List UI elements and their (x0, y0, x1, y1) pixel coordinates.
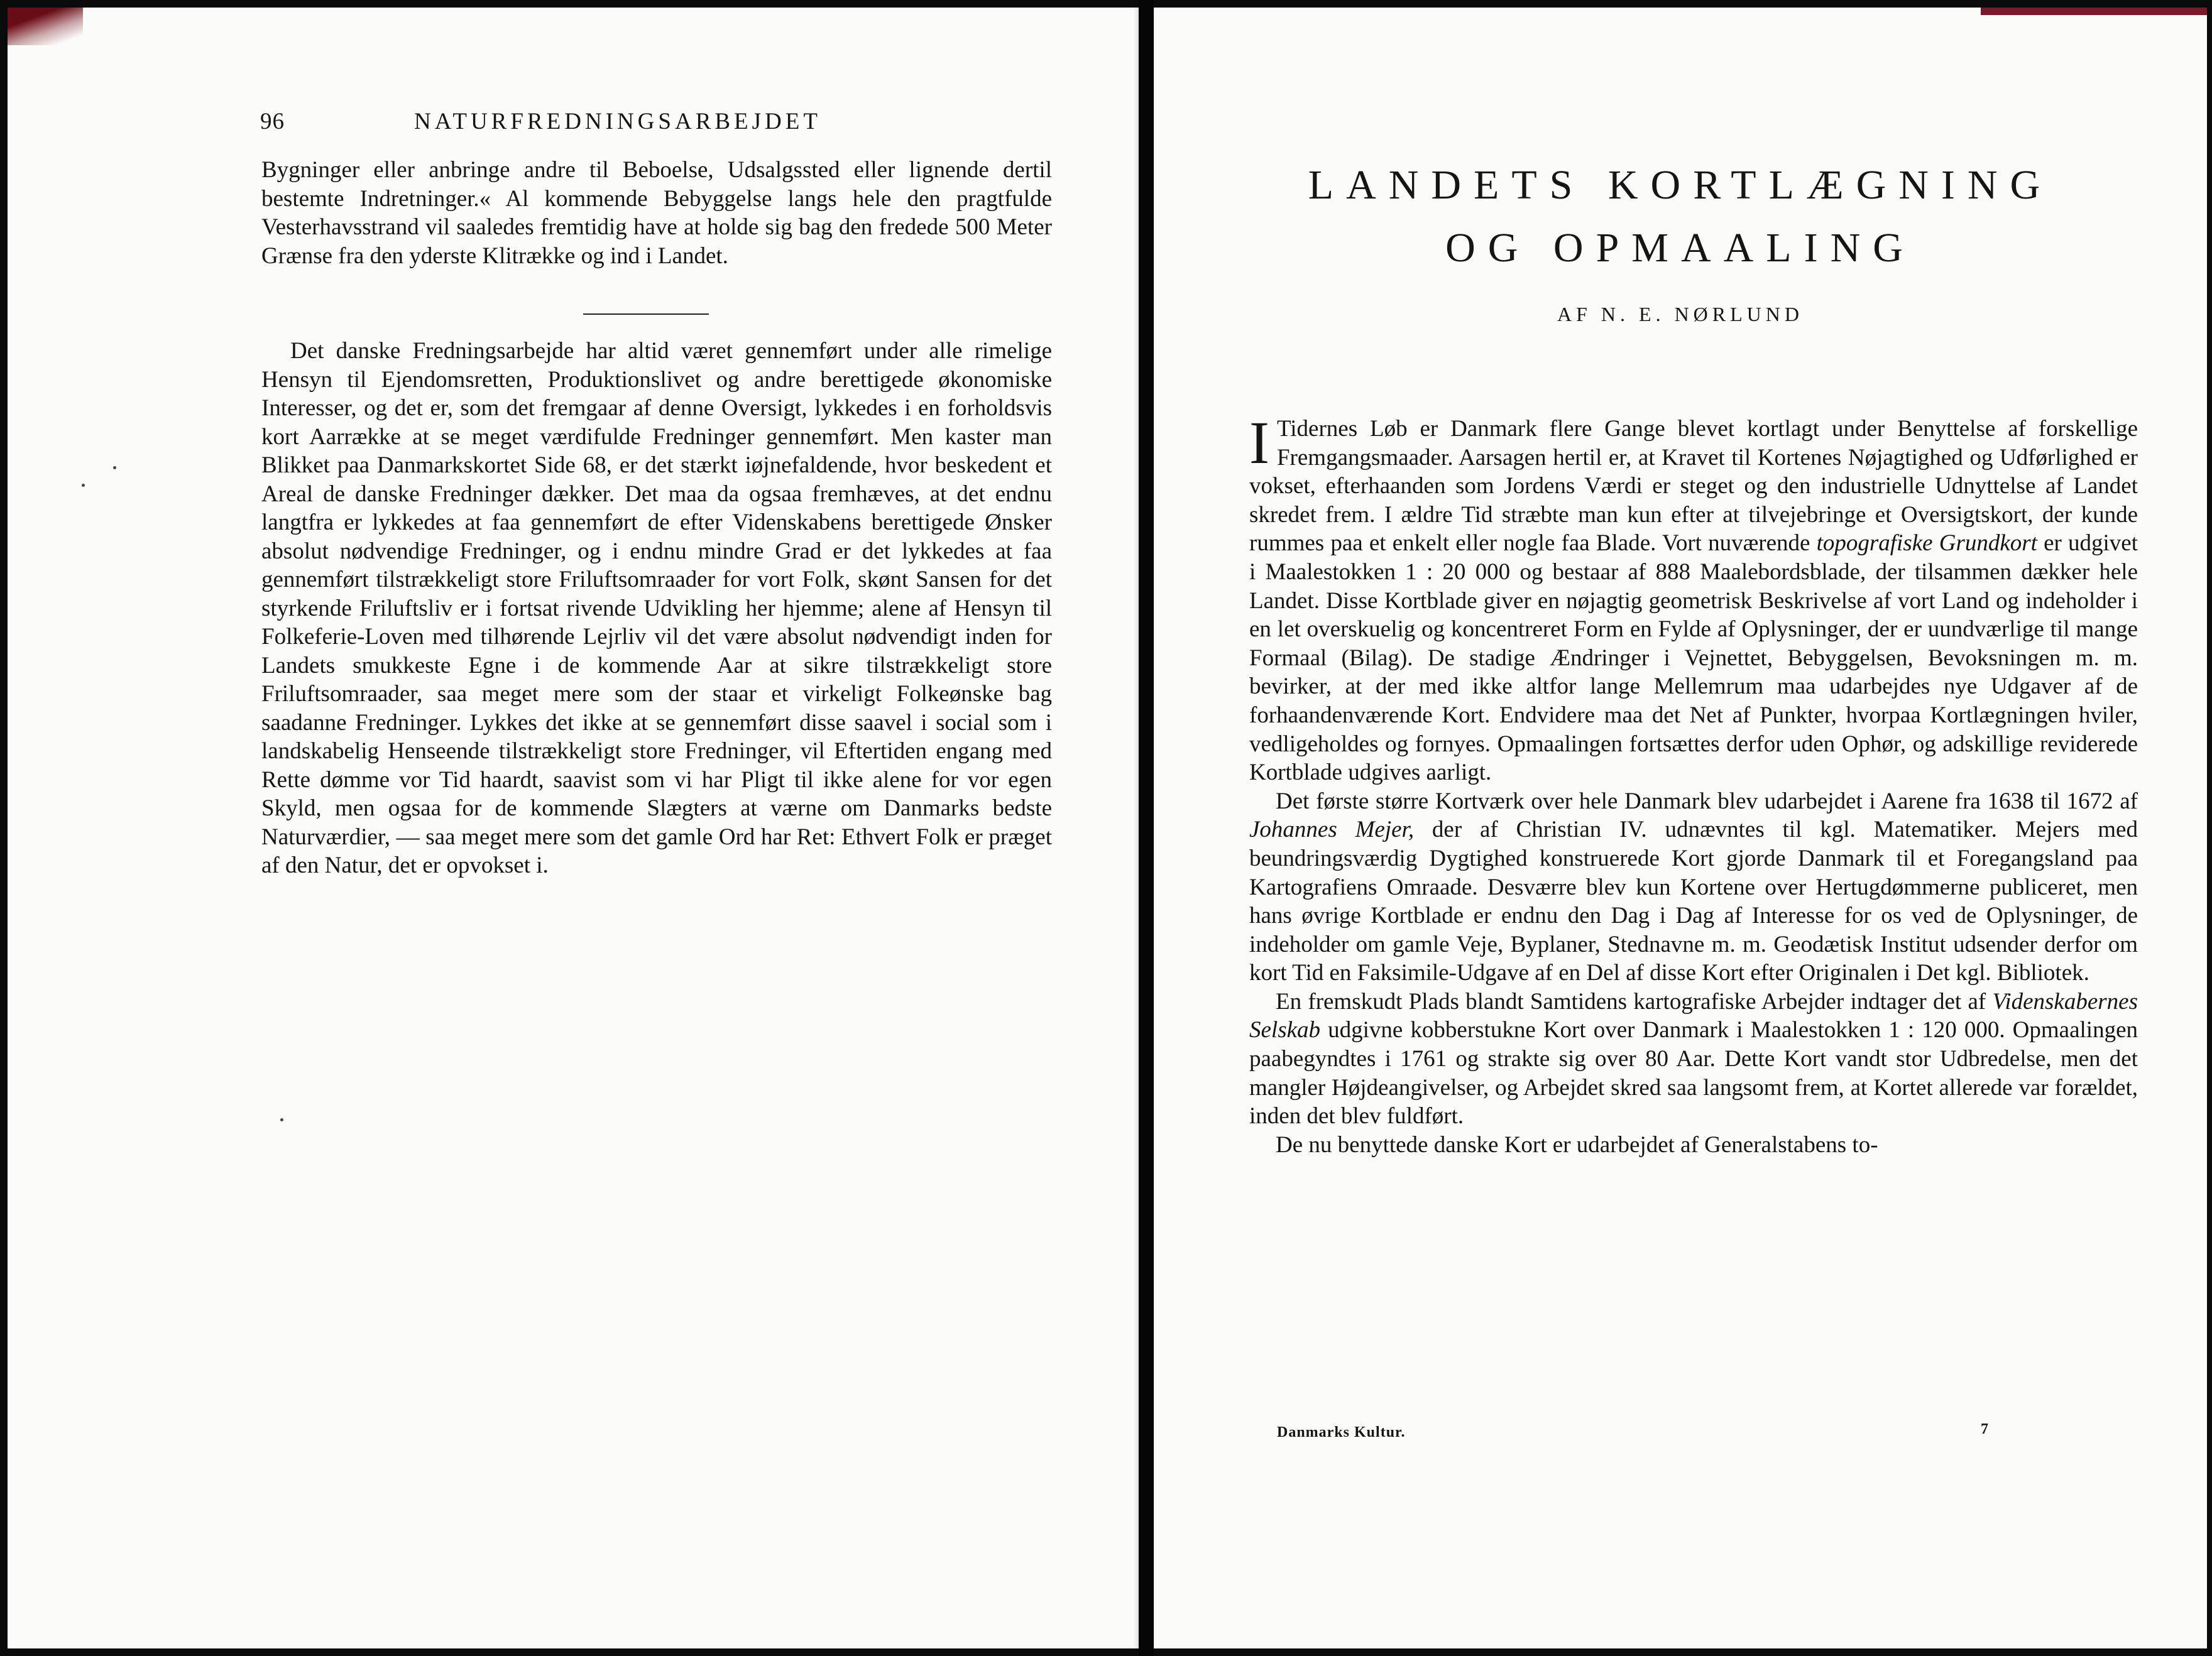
paragraph (1249, 988, 2138, 1131)
paper-speck (113, 466, 116, 469)
body-text-continued (261, 156, 1052, 270)
red-page-edge-mark (1981, 8, 2207, 15)
book-gutter (1139, 0, 1154, 1656)
paragraph (1249, 787, 2138, 988)
text-run: Det første større Kortværk over hele Danmark blev udarbejdet i Aarene fra 1638 til 1672 af (1276, 788, 2138, 814)
paper-speck (280, 1118, 283, 1121)
article-body (1249, 409, 2138, 1159)
paragraph: Det danske Fredningsarbejde har altid været gennemført under alle rimelige Hensyn til Ejendomsretten, Produktionslivet og andre berettigede økonomiske Interesser, og det er, som det fremgaar af denne Oversigt, lykkedes i en forholdsvis kort Aarrække at se meget værdifulde Fredninger gennemført. Men kaster man Blikket paa Danmarkskortet Side 68, er det stærkt iøjnefaldende, hvor beskedent et Areal de danske Fredninger dækker. Det maa da ogsaa fremhæves, at det endnu langtfra er lykkedes at faa gennemført de efter Videnskabens berettigede Ønsker absolut nødvendige Fredninger, og i endnu mindre Grad er det lykkedes at faa gennemført tilstrækkeligt store Friluftsomraader for vort Folk, skønt Sansen for det styrkende Friluftsliv er i fortsat rivende Udvikling her hjemme; alene af Hensyn til Folkeferie-Loven med tilhørende Lejrliv vil det være absolut nødvendigt inden for Landets smukkeste Egne i de kommende Aar at sikre tilstrækkeligt store Friluftsomraader, saa meget mere som der staar et virkeligt Folkeønske bag saadanne Fredninger. Lykkes det ikke at se gennemført disse saavel i social som i landskabelig Henseende tilstrækkeligt store Fredninger, vil Eftertiden engang med Rette dømme vor Tid haardt, saavist som vi har Pligt til ikke alene for vor egen Skyld, men ogsaa for de kommende Slægters at værne om Danmarks bedste Naturværdier, — saa meget mere som det gamle Ord har Ret: Ethvert Folk er præget af den Natur, det er opvokset i. (261, 338, 1052, 878)
right-page (1154, 8, 2207, 1648)
article-title-line-2: OG OPMAALING (1445, 225, 1915, 271)
italic-name: Johannes Mejer, (1249, 817, 1415, 843)
section-divider (583, 313, 709, 315)
running-head (260, 108, 1052, 135)
signature-mark: Danmarks Kultur. (1277, 1424, 1406, 1441)
body-text (261, 337, 1052, 880)
paragraph (1249, 409, 2138, 787)
drop-cap: I (1249, 409, 1269, 476)
text-run: En fremskudt Plads blandt Samtidens kartografiske Arbejder indtager det af (1276, 988, 1993, 1015)
text-run: udgivne kobberstukne Kort over Danmark i Maalestokken 1 : 120 000. Opmaalingen paabegyndtes i 1761 og strakte sig over 80 Aar. Dette Kort vandt stor Udbredelse, men det mangler Højdeangivelser, og Arbejdet skred saa langsomt frem, at Kortet allerede var forældet, inden det blev fuldført. (1249, 1017, 2138, 1130)
article-title-line-1: LANDETS KORTLÆGNING (1308, 162, 2053, 208)
left-page (8, 8, 1139, 1648)
page-number: 96 (260, 109, 285, 134)
text-run: der af Christian IV. udnævntes til kgl. Matematiker. Mejers med beundringsværdig Dygtighed konstruerede Kort gjorde Danmark til et Foregangsland paa Kartografiens Omraade. Desværre blev kun Kortene over Hertugdømmerne publiceret, men hans øvrige Kortblade er endnu den Dag i Dag af Interesse for os ved de Oplysninger, de indeholder om gamle Veje, Byplaner, Stednavne m. m. Geodætisk Institut udsender derfor om kort Tid en Faksimile-Udgave af en Del af disse Kort efter Originalen i Det kgl. Bibliotek. (1249, 817, 2138, 986)
spine-shadow (1134, 8, 1139, 1648)
byline: AF N. E. NØRLUND (1557, 303, 1804, 325)
paragraph: Bygninger eller anbringe andre til Beboelse, Udsalgssted eller lignende dertil bestemte Indretninger.« Al kommende Bebyggelse langs hele den pragtfulde Vesterhavsstrand vil saaledes fremtidig have at holde sig bag den fredede 500 Meter Grænse fra den yderste Klitrække og ind i Landet. (261, 157, 1052, 269)
paragraph: De nu benyttede danske Kort er udarbejdet af Generalstabens to- (1276, 1131, 1878, 1158)
red-page-edge-mark (8, 8, 83, 45)
signature-number: 7 (1981, 1421, 1988, 1437)
paper-speck (82, 484, 85, 487)
text-run: Tidernes Løb er Danmark flere Gange blevet kortlagt under Benyttelse af forskellige Fremgangsmaader. Aarsagen hertil er, at Kravet til Kortenes Nøjagtighed og Udførlighed er vokset, efterhaanden som Jordens Værdi er steget og den industrielle Udnyttelse af Landet skredet frem. I ældre Tid stræbte man kun efter at tilvejebringe et Oversigtskort, der kunde rummes paa et enkelt eller nogle faa Blade. Vort nuværende (1249, 416, 2138, 557)
italic-name: Videnskabernes Selskab (1249, 988, 2138, 1043)
running-title: NATURFREDNINGSARBEJDET (414, 109, 821, 134)
italic-term: topografiske Grundkort (1816, 530, 2037, 557)
text-run: er udgivet i Maalestokken 1 : 20 000 og bestaar af 888 Maalebordsblade, der tilsammen dækker hele Landet. Disse Kortblade giver en nøjagtig geometrisk Beskrivelse af vort Land og indeholder i en let overskuelig og koncentreret Form en Fylde af Oplysninger, der er uundværlige til mange Formaal (Bilag). De stadige Ændringer i Vejnettet, Bebyggelsen, Bevoksningen m. m. bevirker, at der med ikke altfor lange Mellemrum maa udarbejdes nye Udgaver af de forhaandenværende Kort. Endvidere maa det Net af Punkter, hvorpaa Kortlægningen hviler, vedligeholdes og fornyes. Opmaalingen fortsættes derfor uden Ophør, og adskillige reviderede Kortblade udgives aarligt. (1249, 530, 2138, 786)
